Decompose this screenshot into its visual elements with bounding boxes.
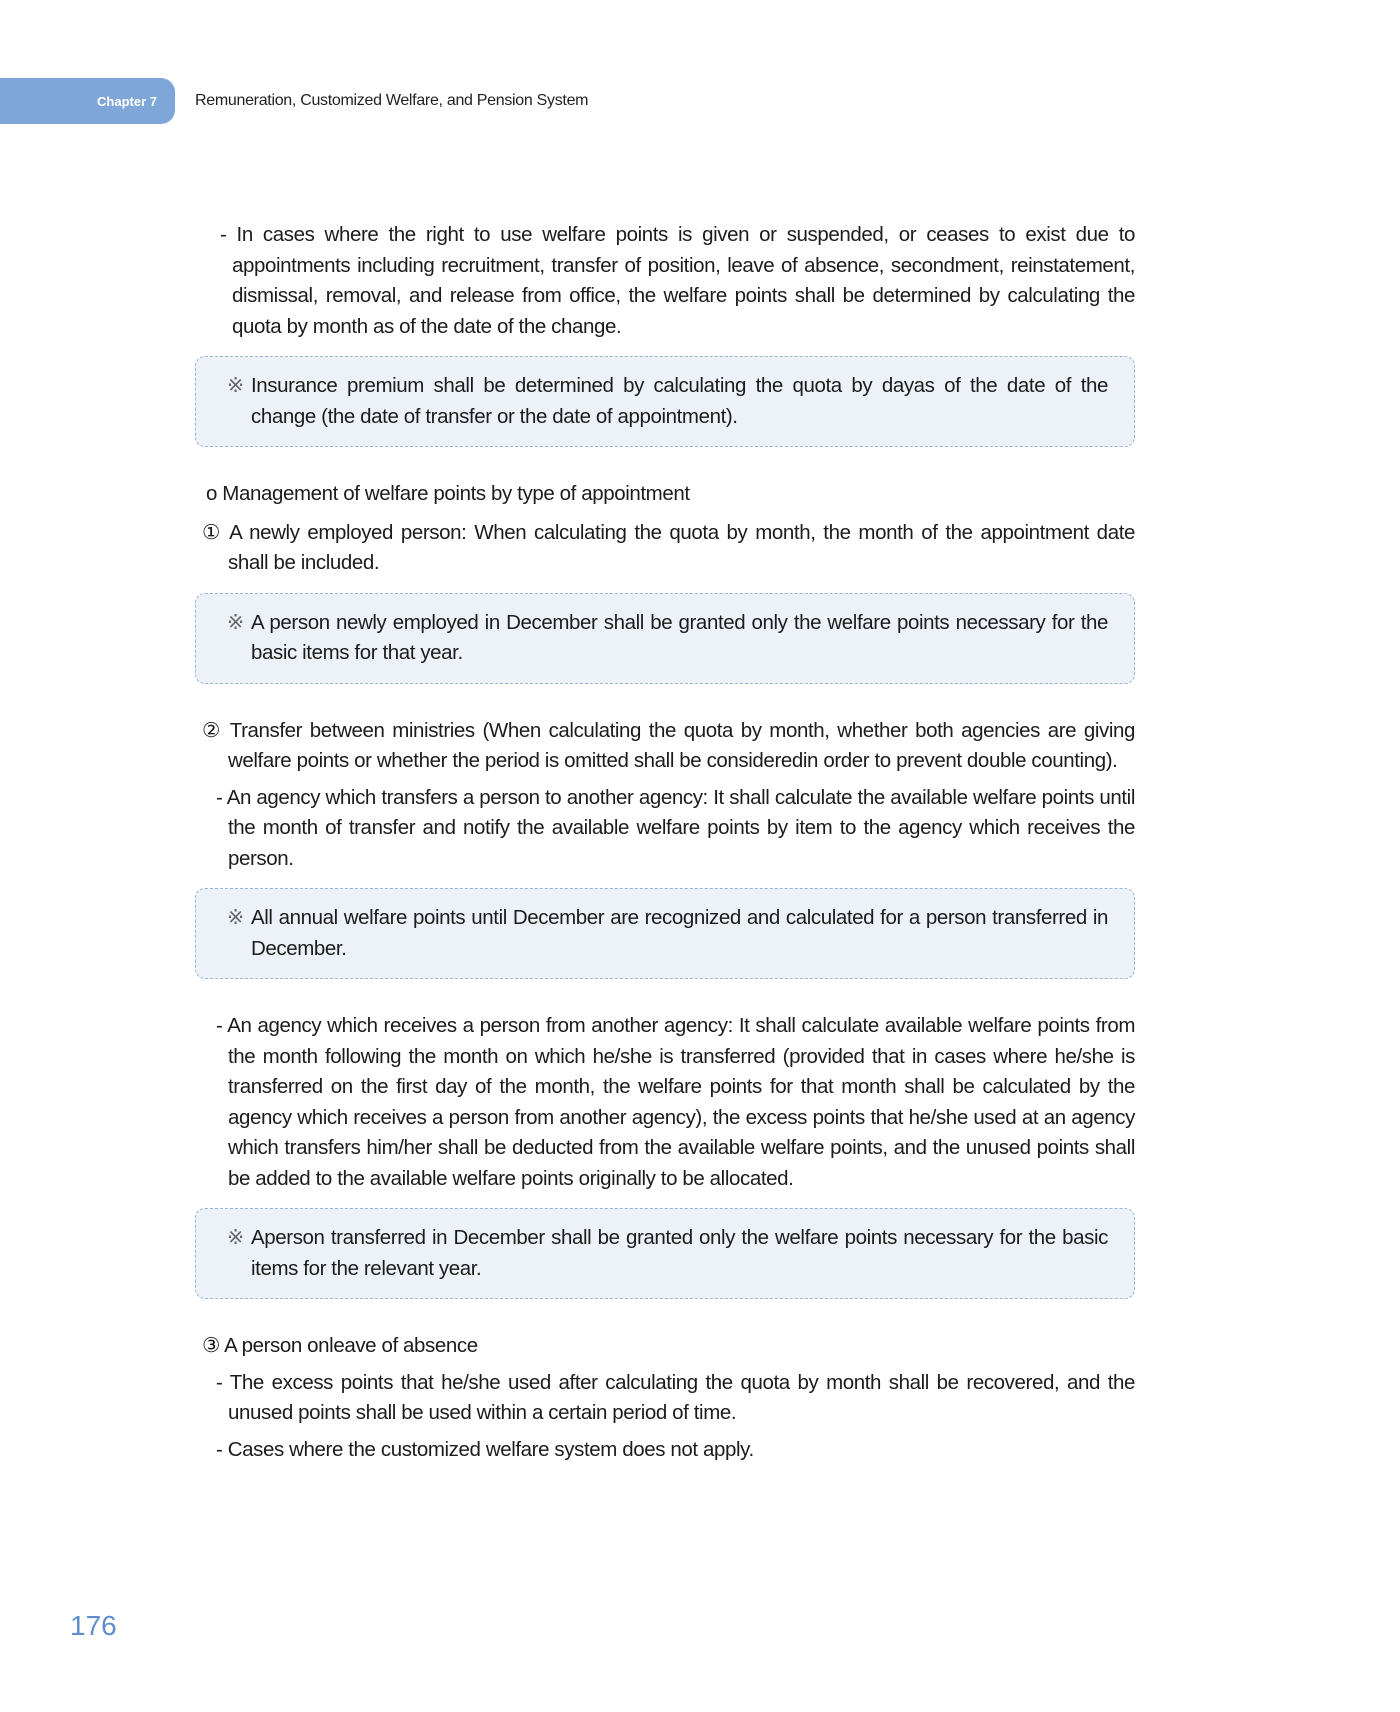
list-item-2-sub-2: - An agency which receives a person from another agency: It shall calculate available welfare points from the month following the month on which he/she is transferred (provided that in cases where he/she is transferred on the first day of the month, the welfare points for that month shall be calculated by the agency which receives a person from another agency), the excess points that he/she used at an agency which transfers him/her shall be deducted from the available welfare points, and the unused points shall be added to the available welfare points originally to be allocated. xyxy=(216,1014,1135,1190)
paragraph-change-of-appointment: - In cases where the right to use welfare points is given or suspended, or ceases to exist due to appointments including recruitment, transfer of position, leave of absence, secondment, reinstatement, dismissal, removal, and release from office, the welfare points shall be determined by calculating the quota by month as of the date of the change. xyxy=(220,223,1135,338)
list-item-3: ③ A person onleave of absence xyxy=(202,1334,478,1357)
list-item-2: ② Transfer between ministries (When calculating the quota by month, whether both agencies are giving welfare points or whether the period is omitted shall be consideredin order to prevent double counting). xyxy=(202,718,1135,772)
reference-mark-icon: ※ xyxy=(227,374,244,397)
section-heading: o Management of welfare points by type of appointment xyxy=(206,482,690,505)
list-item-3-sub-2: - Cases where the customized welfare system does not apply. xyxy=(216,1437,754,1461)
reference-mark-icon: ※ xyxy=(227,610,244,634)
note-text: Insurance premium shall be determined by calculating the quota by dayas of the date of the change (the date of transfer or the date of appointment). xyxy=(251,374,1108,428)
list-item-2-sub-1: - An agency which transfers a person to another agency: It shall calculate the available welfare points until the month of transfer and notify the available welfare points by item to the agency which receives the person. xyxy=(216,785,1135,870)
chapter-label: Chapter 7 xyxy=(97,93,157,109)
note-box xyxy=(195,356,1135,447)
note-text: Aperson transferred in December shall be granted only the welfare points necessary for the basic items for the relevant year. xyxy=(251,1226,1108,1280)
note-box xyxy=(195,1208,1135,1299)
reference-mark-icon: ※ xyxy=(227,906,244,929)
note-text: All annual welfare points until December are recognized and calculated for a person transferred in December. xyxy=(251,906,1108,960)
reference-mark-icon: ※ xyxy=(227,1226,244,1249)
running-title: Remuneration, Customized Welfare, and Pension System xyxy=(195,92,589,109)
note-box xyxy=(195,888,1135,979)
page-body xyxy=(195,220,1135,1471)
page-number: 176 xyxy=(70,1610,117,1641)
note-box xyxy=(195,593,1135,684)
list-item-1: ① A newly employed person: When calculating the quota by month, the month of the appointment date shall be included. xyxy=(202,520,1135,574)
note-text: A person newly employed in December shall be granted only the welfare points necessary for the basic items for that year. xyxy=(251,610,1108,664)
chapter-tab xyxy=(0,78,175,124)
list-item-3-sub-1: - The excess points that he/she used after calculating the quota by month shall be recovered, and the unused points shall be used within a certain period of time. xyxy=(216,1370,1135,1424)
